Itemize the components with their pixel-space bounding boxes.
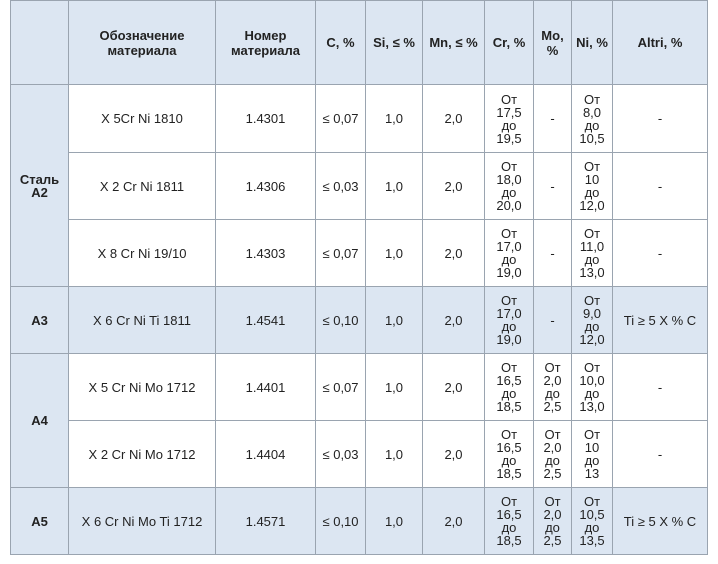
table-row bbox=[11, 287, 708, 354]
mn-cell: 2,0 bbox=[423, 153, 485, 220]
mo-range-cell bbox=[534, 220, 572, 287]
c-cell: ≤ 0,07 bbox=[316, 85, 366, 153]
mo-range-line: 2,0 bbox=[543, 373, 562, 388]
ni-range-line: От bbox=[583, 293, 601, 308]
material-number-cell: 1.4404 bbox=[216, 421, 316, 488]
altri-cell: - bbox=[613, 421, 708, 488]
altri-cell: - bbox=[613, 354, 708, 421]
material-number-cell: 1.4306 bbox=[216, 153, 316, 220]
table-row bbox=[11, 488, 708, 555]
cr-range-line: до bbox=[501, 319, 517, 334]
material-number-cell: 1.4571 bbox=[216, 488, 316, 555]
table-row bbox=[11, 354, 708, 421]
ni-range-line: 12,0 bbox=[579, 332, 605, 347]
mo-range-line: - bbox=[550, 312, 555, 328]
cr-range-line: до bbox=[501, 453, 517, 468]
header-ni: Ni, % bbox=[572, 1, 613, 85]
c-cell: ≤ 0,10 bbox=[316, 287, 366, 354]
header-row bbox=[11, 1, 708, 85]
ni-range-line: до bbox=[584, 453, 600, 468]
material-number-cell: 1.4541 bbox=[216, 287, 316, 354]
cr-range-cell bbox=[485, 488, 534, 555]
cr-range-line: до bbox=[501, 520, 517, 535]
mo-range-line: до bbox=[545, 386, 560, 401]
cr-range-cell bbox=[485, 421, 534, 488]
si-cell: 1,0 bbox=[366, 287, 423, 354]
mo-range-line: От bbox=[544, 427, 561, 442]
cr-range-line: От bbox=[500, 226, 518, 241]
ni-range-line: От bbox=[583, 226, 601, 241]
cr-range-line: 18,5 bbox=[496, 533, 522, 548]
mn-cell: 2,0 bbox=[423, 488, 485, 555]
material-number-cell: 1.4401 bbox=[216, 354, 316, 421]
mn-cell: 2,0 bbox=[423, 220, 485, 287]
mo-range-line: - bbox=[550, 178, 555, 194]
mo-range-line: 2,5 bbox=[543, 533, 562, 548]
ni-range-line: 10,0 bbox=[579, 373, 605, 388]
table-row bbox=[11, 220, 708, 287]
cr-range-line: От bbox=[500, 360, 518, 375]
header-designation: Обозначение материала bbox=[69, 1, 216, 85]
mo-range-line: 2,5 bbox=[543, 399, 562, 414]
ni-range-line: до bbox=[584, 520, 600, 535]
header-cr: Cr, % bbox=[485, 1, 534, 85]
ni-range-line: до bbox=[584, 252, 600, 267]
ni-range-cell bbox=[572, 488, 613, 555]
mo-range-line: - bbox=[550, 111, 555, 126]
ni-range-cell bbox=[572, 153, 613, 220]
ni-range-line: 10,5 bbox=[579, 507, 605, 522]
cr-range-line: 17,5 bbox=[496, 104, 522, 120]
c-cell: ≤ 0,07 bbox=[316, 220, 366, 287]
mo-range-cell bbox=[534, 287, 572, 354]
ni-range-line: От bbox=[583, 360, 601, 375]
ni-range-cell bbox=[572, 220, 613, 287]
mn-cell: 2,0 bbox=[423, 287, 485, 354]
designation-cell: X 6 Cr Ni Ti 1811 bbox=[69, 287, 216, 354]
steel-composition-table bbox=[10, 0, 708, 555]
cr-range-line: 18,5 bbox=[496, 399, 522, 414]
ni-range-line: От bbox=[583, 494, 601, 509]
cr-range-cell bbox=[485, 153, 534, 220]
ni-range-line: 8,0 bbox=[582, 104, 602, 120]
ni-range-line: 9,0 bbox=[582, 306, 602, 321]
cr-range-cell bbox=[485, 85, 534, 153]
mo-range-line: до bbox=[545, 453, 560, 468]
mo-range-line: 2,0 bbox=[543, 440, 562, 455]
cr-range-line: 19,5 bbox=[496, 130, 522, 146]
cr-range-line: 20,0 bbox=[496, 198, 522, 213]
cr-range-line: 19,0 bbox=[496, 265, 522, 280]
header-mn: Mn, ≤ % bbox=[423, 1, 485, 85]
ni-range-line: 10 bbox=[584, 172, 600, 187]
mo-range-cell bbox=[534, 85, 572, 153]
mo-range-line: 2,0 bbox=[543, 507, 562, 522]
mo-range-line: От bbox=[544, 494, 561, 509]
si-cell: 1,0 bbox=[366, 153, 423, 220]
cr-range-line: до bbox=[501, 386, 517, 401]
cr-range-line: 18,5 bbox=[496, 466, 522, 481]
group-label: A5 bbox=[11, 488, 69, 555]
cr-range-line: От bbox=[500, 159, 518, 174]
material-number-cell: 1.4301 bbox=[216, 85, 316, 153]
c-cell: ≤ 0,03 bbox=[316, 153, 366, 220]
material-number-cell: 1.4303 bbox=[216, 220, 316, 287]
cr-range-line: 16,5 bbox=[496, 507, 522, 522]
cr-range-cell bbox=[485, 287, 534, 354]
cr-range-line: до bbox=[501, 117, 517, 133]
header-group bbox=[11, 1, 69, 85]
table-row bbox=[11, 85, 708, 153]
group-label: A4 bbox=[11, 354, 69, 488]
ni-range-line: до bbox=[584, 386, 600, 401]
altri-cell: - bbox=[613, 220, 708, 287]
designation-cell: X 5 Cr Ni Mo 1712 bbox=[69, 354, 216, 421]
altri-cell: Ti ≥ 5 X % C bbox=[613, 287, 708, 354]
cr-range-line: до bbox=[501, 185, 517, 200]
header-si: Si, ≤ % bbox=[366, 1, 423, 85]
mo-range-line: От bbox=[544, 360, 561, 375]
table-row bbox=[11, 421, 708, 488]
ni-range-line: до bbox=[584, 319, 600, 334]
c-cell: ≤ 0,10 bbox=[316, 488, 366, 555]
header-altri: Altri, % bbox=[613, 1, 708, 85]
ni-range-cell bbox=[572, 421, 613, 488]
ni-range-line: От bbox=[583, 427, 601, 442]
designation-cell: X 8 Cr Ni 19/10 bbox=[69, 220, 216, 287]
si-cell: 1,0 bbox=[366, 421, 423, 488]
ni-range-line: до bbox=[584, 117, 600, 133]
ni-range-cell bbox=[572, 287, 613, 354]
cr-range-line: От bbox=[500, 293, 518, 308]
ni-range-line: 13,0 bbox=[579, 265, 605, 280]
c-cell: ≤ 0,07 bbox=[316, 354, 366, 421]
mo-range-cell bbox=[534, 421, 572, 488]
mo-range-cell bbox=[534, 354, 572, 421]
mo-range-line: 2,5 bbox=[543, 466, 562, 481]
si-cell: 1,0 bbox=[366, 85, 423, 153]
ni-range-line: до bbox=[584, 185, 600, 200]
cr-range-line: 16,5 bbox=[496, 440, 522, 455]
cr-range-cell bbox=[485, 354, 534, 421]
c-cell: ≤ 0,03 bbox=[316, 421, 366, 488]
ni-range-line: 10 bbox=[584, 440, 600, 455]
mo-range-cell bbox=[534, 488, 572, 555]
ni-range-line: 12,0 bbox=[579, 198, 605, 213]
altri-cell: - bbox=[613, 153, 708, 220]
ni-range-line: 10,5 bbox=[579, 130, 605, 146]
cr-range-line: 19,0 bbox=[496, 332, 522, 347]
mn-cell: 2,0 bbox=[423, 85, 485, 153]
ni-range-line: 11,0 bbox=[579, 239, 605, 254]
mn-cell: 2,0 bbox=[423, 354, 485, 421]
mo-range-line: до bbox=[545, 520, 560, 535]
header-c: C, % bbox=[316, 1, 366, 85]
ni-range-line: 13 bbox=[584, 466, 600, 481]
cr-range-line: до bbox=[501, 252, 517, 267]
ni-range-line: 13,0 bbox=[579, 399, 605, 414]
mo-range-line: - bbox=[550, 245, 555, 261]
cr-range-line: 18,0 bbox=[496, 172, 522, 187]
altri-cell: - bbox=[613, 85, 708, 153]
altri-cell: Ti ≥ 5 X % C bbox=[613, 488, 708, 555]
ni-range-line: От bbox=[583, 91, 601, 107]
group-label: A3 bbox=[11, 287, 69, 354]
cr-range-line: 17,0 bbox=[496, 239, 522, 254]
designation-cell: X 6 Cr Ni Mo Ti 1712 bbox=[69, 488, 216, 555]
header-number: Номер материала bbox=[216, 1, 316, 85]
designation-cell: X 5Cr Ni 1810 bbox=[69, 85, 216, 153]
ni-range-line: От bbox=[583, 159, 601, 174]
designation-cell: X 2 Cr Ni 1811 bbox=[69, 153, 216, 220]
mo-range-cell bbox=[534, 153, 572, 220]
ni-range-cell bbox=[572, 354, 613, 421]
cr-range-line: От bbox=[500, 427, 518, 442]
cr-range-line: 17,0 bbox=[496, 306, 522, 321]
header-mo: Mo, % bbox=[534, 1, 572, 85]
cr-range-cell bbox=[485, 220, 534, 287]
cr-range-line: От bbox=[500, 494, 518, 509]
designation-cell: X 2 Cr Ni Mo 1712 bbox=[69, 421, 216, 488]
cr-range-line: От bbox=[500, 91, 518, 107]
table-row bbox=[11, 153, 708, 220]
mn-cell: 2,0 bbox=[423, 421, 485, 488]
ni-range-line: 13,5 bbox=[579, 533, 605, 548]
cr-range-line: 16,5 bbox=[496, 373, 522, 388]
si-cell: 1,0 bbox=[366, 488, 423, 555]
group-label: Сталь A2 bbox=[11, 85, 69, 287]
si-cell: 1,0 bbox=[366, 354, 423, 421]
si-cell: 1,0 bbox=[366, 220, 423, 287]
ni-range-cell bbox=[572, 85, 613, 153]
